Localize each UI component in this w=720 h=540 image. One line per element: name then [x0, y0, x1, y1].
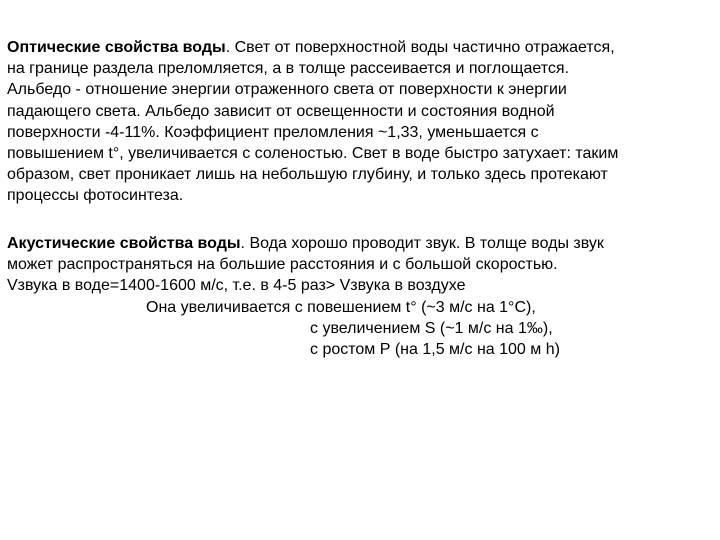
acoustics-term: Акустические свойства воды [7, 235, 241, 252]
optics-line: процессы фотосинтеза. [7, 187, 184, 205]
optical-properties-paragraph [7, 37, 707, 207]
acoustics-line-1 [7, 233, 707, 254]
optics-line: падающего света. Альбедо зависит от освещенности и состояния водной [7, 102, 555, 120]
optics-line: образом, свет проникает лишь на небольшую глубину, и только здесь протекают [7, 166, 608, 184]
optics-line-1 [7, 37, 707, 58]
acoustics-line-1-text: . Вода хорошо проводит звук. В толще воды звук [240, 235, 604, 252]
sound-speed-pressure-factor: с ростом Р (на 1,5 м/с на 100 м h) [310, 341, 560, 359]
acoustic-properties-paragraph [7, 233, 707, 360]
optics-line: на границе раздела преломляется, а в толще рассеивается и поглощается. [7, 60, 569, 78]
optics-line-1-text: . Свет от поверхностной воды частично отражается, [225, 39, 615, 56]
acoustics-line: может распространяться на большие расстояния и с большой скоростью. [7, 256, 558, 274]
optics-line: поверхности -4-11%. Коэффициент преломления ~1,33, уменьшается с [7, 123, 539, 141]
sound-speed-temperature-factor: Она увеличивается с повешением t° (~3 м/с на 1°С), [146, 298, 536, 316]
acoustics-line: Vзвука в воде=1400-1600 м/с, т.е. в 4-5 раз> Vзвука в воздухе [7, 277, 466, 295]
optics-line: Альбедо - отношение энергии отраженного света от поверхности к энергии [7, 81, 567, 99]
optics-line: повышением t°, увеличивается с соленостью. Свет в воде быстро затухает: таким [7, 145, 619, 163]
optics-term: Оптические свойства воды [7, 39, 226, 56]
sound-speed-salinity-factor: с увеличением S (~1 м/с на 1‰), [310, 319, 553, 337]
